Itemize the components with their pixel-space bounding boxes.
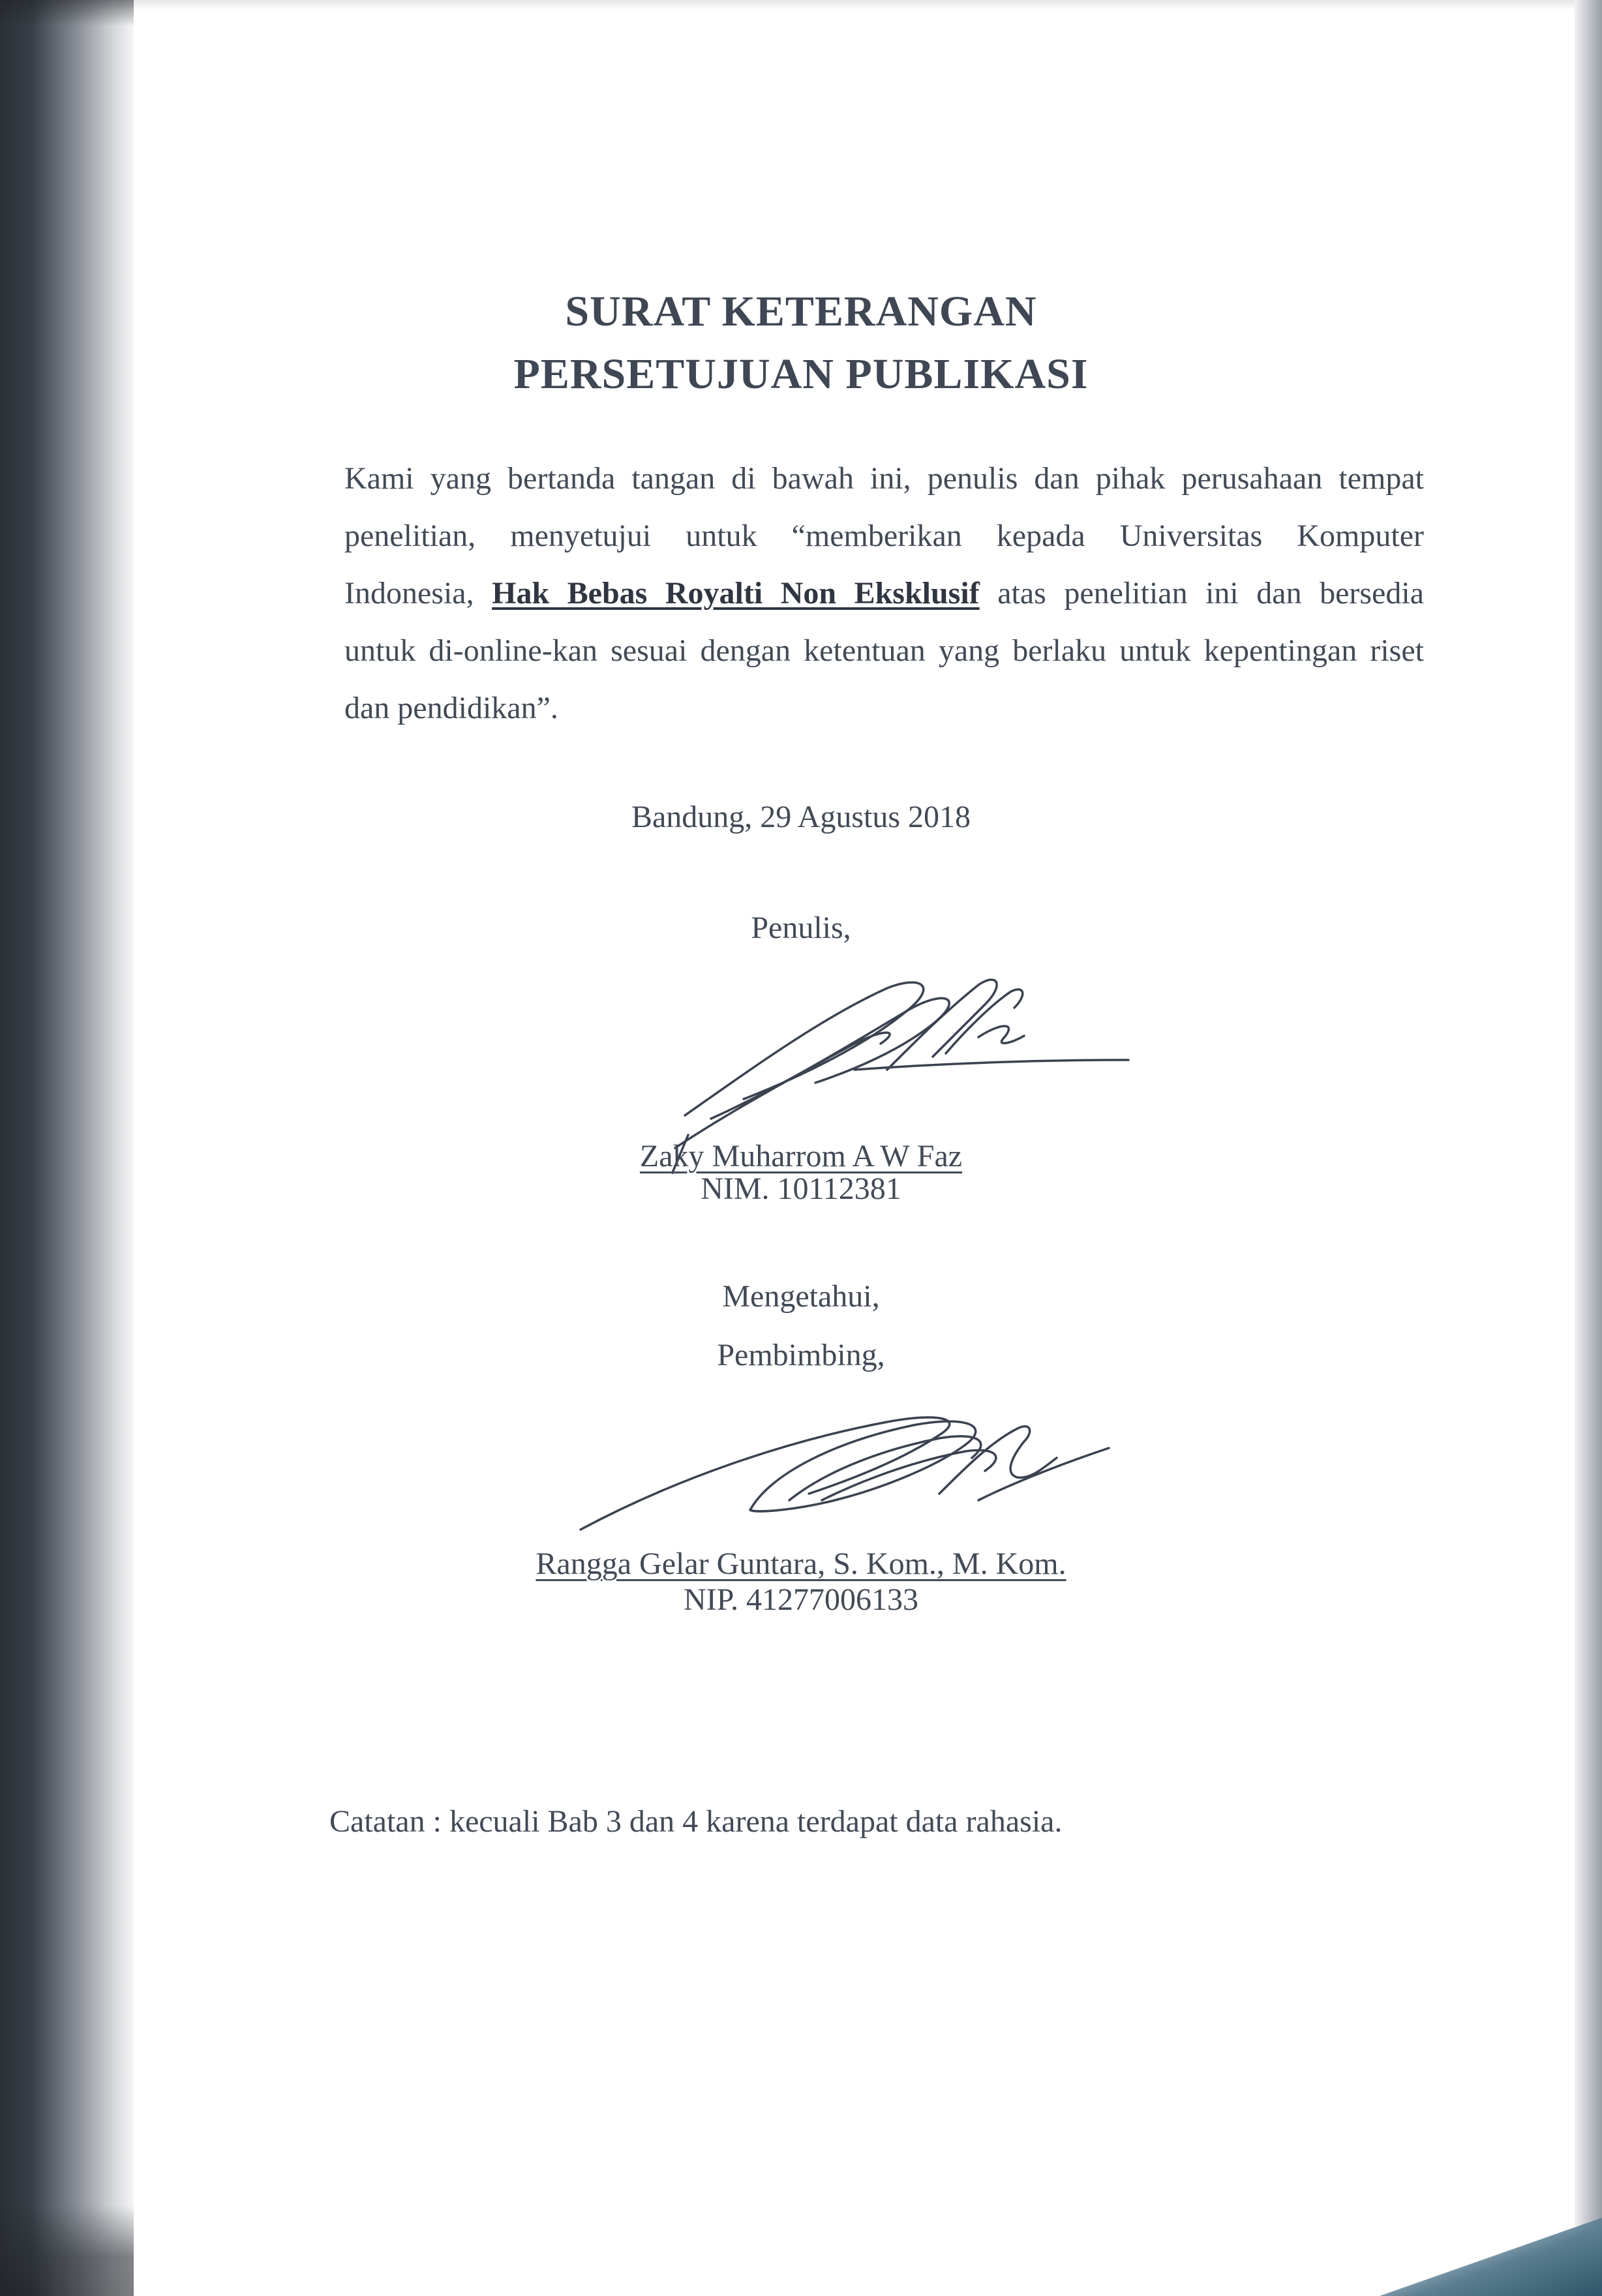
scan-corner-artifact	[1198, 2218, 1602, 2296]
writer-nim: NIM. 10112381	[701, 1171, 901, 1206]
paragraph-line: penelitian, menyetujui untuk “memberikan kepada Universitas Komputer	[344, 519, 1424, 553]
paragraph-line	[344, 565, 1424, 622]
supervisor-name-text: Rangga Gelar Guntara, S. Kom., M. Kom.	[536, 1547, 1066, 1581]
supervisor-nip: NIP. 41277006133	[683, 1582, 919, 1617]
statement-paragraph	[344, 450, 1424, 737]
paragraph-line: untuk di-online-kan sesuai dengan ketentuan yang berlaku untuk kepentingan riset	[344, 633, 1424, 668]
royalty-phrase: Hak Bebas Royalti Non Eksklusif	[492, 576, 980, 611]
paragraph-line: Kami yang bertanda tangan di bawah ini, penulis dan pihak perusahaan tempat	[344, 461, 1424, 496]
writer-name	[0, 1138, 1602, 1174]
paragraph-text: atas penelitian ini dan bersedia	[979, 576, 1424, 611]
scan-top-shadow	[134, 0, 1575, 10]
writer-role: Penulis,	[751, 911, 851, 945]
footnote: Catatan : kecuali Bab 3 dan 4 karena terdapat data rahasia.	[329, 1804, 1063, 1839]
acknowledgement-label: Mengetahui,	[722, 1279, 880, 1314]
paragraph-line: dan pendidikan”.	[344, 691, 558, 725]
supervisor-role: Pembimbing,	[717, 1338, 885, 1372]
place-date: Bandung, 29 Agustus 2018	[631, 800, 971, 834]
document-subtitle: PERSETUJUAN PUBLIKASI	[513, 350, 1089, 398]
supervisor-signature	[574, 1402, 1122, 1533]
supervisor-name	[0, 1546, 1602, 1582]
paragraph-text: Indonesia,	[344, 576, 492, 611]
writer-name-text: Zaky Muharrom A W Faz	[639, 1139, 963, 1173]
document-title: SURAT KETERANGAN	[565, 288, 1037, 335]
